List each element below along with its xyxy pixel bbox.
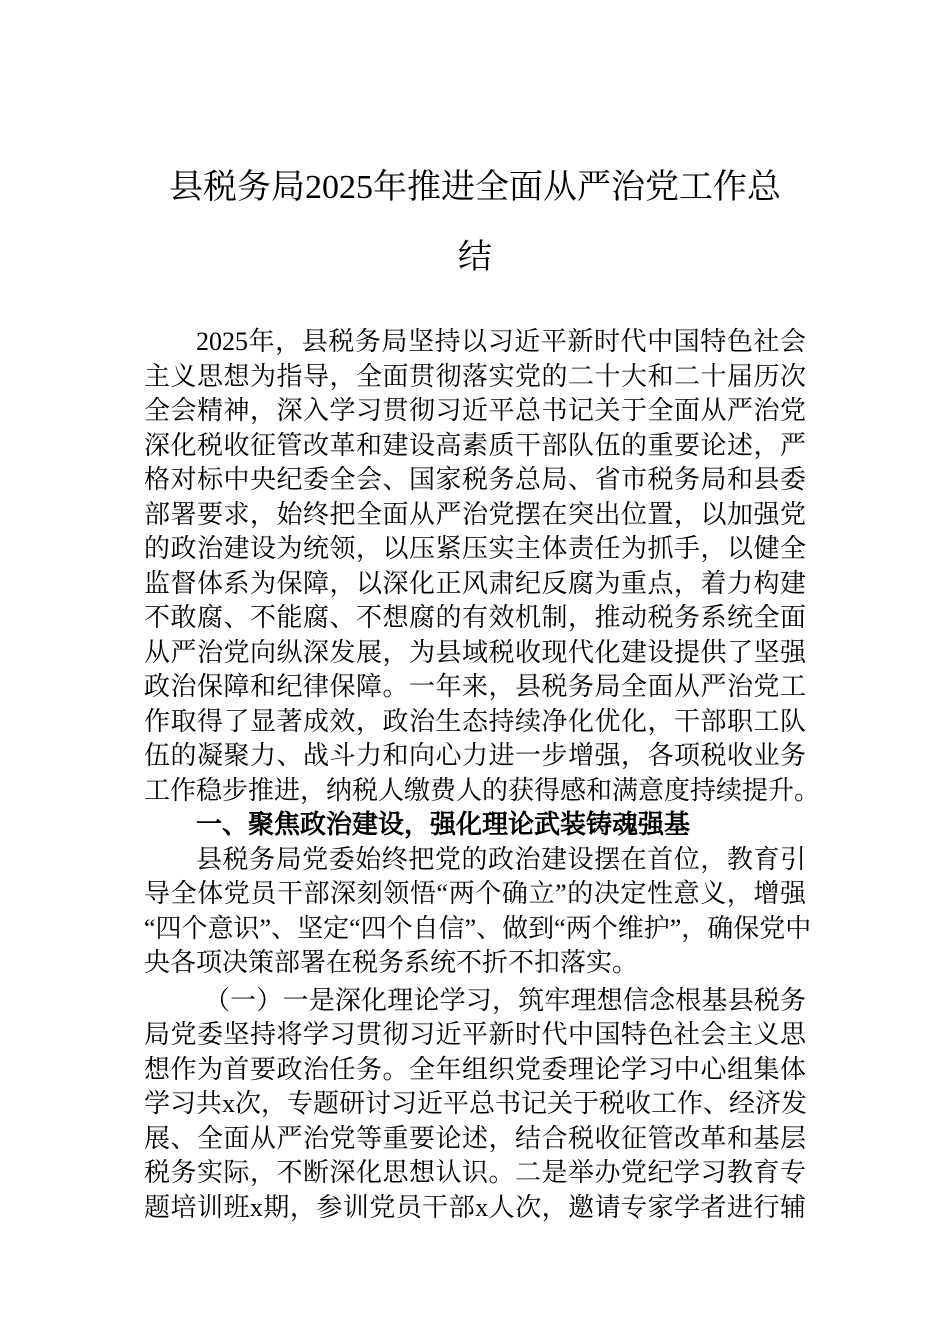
text-line: 伍的凝聚力、战斗力和向心力进一步增强，各项税收业务	[144, 741, 806, 770]
text-line: 局党委坚持将学习贯彻习近平新时代中国特色社会主义思	[144, 1020, 806, 1049]
title-line: 县税务局2025年推进全面从严治党工作总	[169, 169, 781, 206]
text-line: 格对标中央纪委全会、国家税务总局、省市税务局和县委	[144, 465, 806, 494]
text-line: 央各项决策部署在税务系统不折不扣落实。	[144, 948, 639, 977]
subsection-paragraph	[144, 984, 806, 1226]
text-line: 的政治建设为统领，以压紧压实主体责任为抓手，以健全	[144, 534, 806, 563]
text-line: 不敢腐、不能腐、不想腐的有效机制，推动税务系统全面	[144, 603, 806, 632]
text-line: 导全体党员干部深刻领悟“两个确立”的决定性意义，增强	[144, 879, 806, 908]
text-line: 政治保障和纪律保障。一年来，县税务局全面从严治党工	[144, 672, 806, 701]
document-body	[144, 325, 821, 1225]
text-line: 税务实际，不断深化思想认识。二是举办党纪学习教育专	[144, 1158, 806, 1187]
text-line: 想作为首要政治任务。全年组织党委理论学习中心组集体	[144, 1054, 806, 1084]
text-line: 监督体系为保障，以深化正风肃纪反腐为重点，着力构建	[144, 568, 806, 598]
text-line: 作取得了显著成效，政治生态持续净化优化，干部职工队	[144, 706, 806, 736]
text-line: 学习共x次，专题研讨习近平总书记关于税收工作、经济发	[144, 1089, 808, 1118]
text-line: 主义思想为指导，全面贯彻落实党的二十大和二十届历次	[144, 361, 806, 391]
title-line: 结	[458, 239, 492, 276]
section-heading: 一、聚焦政治建设，强化理论武装铸魂强基	[196, 810, 691, 839]
text-line: 工作稳步推进，纳税人缴费人的获得感和满意度持续提升。	[144, 775, 821, 805]
text-line: 部署要求，始终把全面从严治党摆在突出位置，以加强党	[144, 499, 806, 529]
section-paragraph	[144, 843, 812, 981]
intro-paragraph	[144, 325, 821, 808]
text-line: （一）一是深化理论学习，筑牢理想信念根基县税务	[204, 985, 806, 1015]
document-title	[0, 153, 950, 293]
text-line: 2025年，县税务局坚持以习近平新时代中国特色社会	[196, 327, 806, 356]
text-line: 展、全面从严治党等重要论述，结合税收征管改革和基层	[144, 1123, 806, 1153]
text-line: “四个意识”、坚定“四个自信”、做到“两个维护”，确保党中	[144, 913, 812, 943]
text-line: 县税务局党委始终把党的政治建设摆在首位，教育引	[196, 844, 806, 874]
text-line: 全会精神，深入学习贯彻习近平总书记关于全面从严治党	[144, 396, 806, 425]
text-line: 从严治党向纵深发展，为县域税收现代化建设提供了坚强	[144, 637, 806, 667]
text-line: 题培训班x期，参训党员干部x人次，邀请专家学者进行辅	[144, 1192, 806, 1222]
text-line: 深化税收征管改革和建设高素质干部队伍的重要论述，严	[144, 430, 806, 460]
